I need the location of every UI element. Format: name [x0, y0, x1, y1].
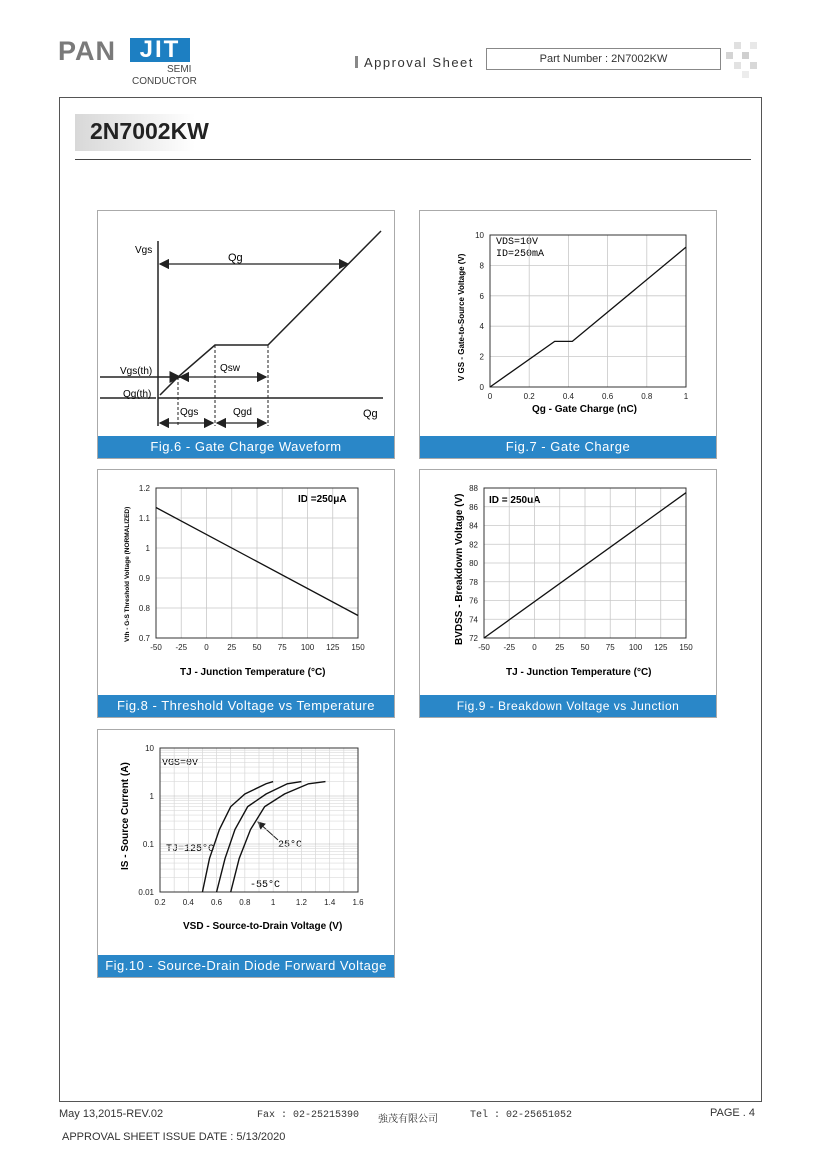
x-tick-label: 75	[277, 643, 287, 652]
fig6-gate-charge-waveform	[98, 211, 394, 436]
x-tick-label: -50	[478, 643, 490, 652]
fig6-qgs-label: Qgs	[180, 407, 199, 418]
y-tick-label: 82	[469, 540, 478, 550]
x-tick-label: 0	[487, 392, 493, 401]
y-tick-label: 0.9	[138, 574, 150, 583]
fig7-xlabel: Qg - Gate Charge (nC)	[532, 404, 638, 415]
part-number-box: Part Number : 2N7002KW	[486, 48, 721, 70]
x-tick-label: 1.4	[324, 898, 336, 907]
y-tick-label: 88	[469, 484, 478, 493]
series-line	[490, 247, 686, 387]
fig10-diode-chart	[98, 730, 394, 955]
logo-subtitle: SEMI	[167, 64, 192, 75]
page-title: 2N7002KW	[90, 118, 209, 144]
logo-subtitle-2: CONDUCTOR	[132, 76, 197, 87]
y-tick-label: 0	[479, 383, 484, 392]
x-tick-label: 1	[270, 898, 276, 907]
y-tick-label: 0.1	[142, 840, 154, 849]
y-tick-label: 84	[469, 521, 478, 531]
fig7-caption: Fig.7 - Gate Charge	[420, 436, 716, 458]
x-tick-label: 1.2	[295, 898, 307, 907]
logo-text: PAN	[58, 36, 117, 66]
footer-tel: Tel : 02-25651052	[470, 1110, 573, 1121]
y-tick-label: 86	[469, 502, 478, 512]
y-tick-label: 10	[475, 231, 484, 240]
footer-company: 強茂有限公司	[378, 1114, 438, 1125]
fig10-annot-m55c: -55°C	[250, 880, 281, 891]
y-tick-label: 80	[469, 559, 478, 568]
x-tick-label: 0.2	[523, 392, 535, 401]
fig7-annot-id: ID=250mA	[496, 249, 545, 260]
fig8-threshold-chart	[98, 470, 394, 695]
x-tick-label: 0.4	[182, 898, 194, 907]
fig6-vgs-label: Vgs	[135, 245, 153, 256]
y-tick-label: 76	[469, 596, 478, 606]
x-tick-label: 0.8	[641, 392, 653, 401]
y-tick-label: 6	[479, 291, 484, 301]
y-tick-label: 1	[149, 792, 154, 801]
x-tick-label: 50	[580, 643, 590, 652]
fig6-qg-axis-label: Qg	[363, 408, 378, 420]
fig6-qgd-label: Qgd	[233, 407, 252, 418]
x-tick-label: 150	[679, 643, 693, 652]
x-tick-label: 125	[326, 643, 340, 652]
fig6-qgth-label: Qg(th)	[123, 389, 152, 400]
fig8-annot: ID =250μA	[298, 494, 347, 505]
x-tick-label: 0.2	[154, 898, 166, 907]
footer-issue-date: APPROVAL SHEET ISSUE DATE : 5/13/2020	[62, 1131, 286, 1143]
footer-date-rev: May 13,2015-REV.02	[59, 1108, 164, 1120]
y-tick-label: 0.7	[138, 634, 150, 643]
fig8-caption: Fig.8 - Threshold Voltage vs Temperature	[98, 695, 394, 717]
fig9-caption: Fig.9 - Breakdown Voltage vs Junction Temperature	[420, 695, 716, 717]
fig7-panel	[419, 210, 717, 459]
x-tick-label: 1	[683, 392, 689, 401]
fig9-annot: ID = 250uA	[489, 495, 541, 506]
fig6-caption: Fig.6 - Gate Charge Waveform	[98, 436, 394, 458]
fig9-breakdown-chart	[420, 470, 716, 695]
decorative-squares-icon	[724, 40, 764, 80]
fig8-ylabel: Vth - G-S Threshold Voltage (NORMALIZED)	[124, 506, 131, 642]
fig7-gate-charge-chart	[420, 211, 716, 436]
y-tick-label: 8	[479, 261, 484, 271]
x-tick-label: 0.8	[239, 898, 251, 907]
fig10-annot-25c: 25°C	[278, 840, 303, 851]
fig10-caption: Fig.10 - Source-Drain Diode Forward Voltage	[98, 955, 394, 977]
footer-page: PAGE . 4	[710, 1107, 756, 1119]
fig6-qsw-label: Qsw	[220, 363, 240, 374]
y-tick-label: 2	[479, 352, 484, 362]
footer-fax: Fax : 02-25215390	[257, 1110, 360, 1121]
x-tick-label: -25	[503, 643, 516, 652]
fig10-ylabel: IS - Source Current (A)	[120, 762, 131, 870]
y-tick-label: 1.2	[138, 484, 150, 493]
x-tick-label: 0	[204, 643, 209, 652]
y-tick-label: 72	[469, 634, 478, 643]
fig7-ylabel: V GS - Gate-to-Source Voltage (V)	[457, 253, 466, 381]
y-tick-label: 0.8	[138, 604, 150, 613]
fig8-panel	[97, 469, 395, 718]
x-tick-label: 50	[252, 643, 262, 652]
fig9-panel	[419, 469, 717, 735]
x-tick-label: -50	[150, 643, 162, 652]
x-tick-label: 100	[300, 643, 315, 652]
fig10-annot-125c: TJ=125°C	[166, 844, 215, 855]
logo-accent: JIT	[130, 38, 190, 62]
y-tick-label: 1	[145, 544, 150, 553]
fig9-xlabel: TJ - Junction Temperature (°C)	[506, 667, 652, 678]
y-tick-label: 74	[469, 615, 478, 625]
company-logo	[58, 36, 208, 86]
x-tick-label: 0.6	[211, 898, 223, 907]
x-tick-label: 25	[227, 643, 237, 652]
x-tick-label: 75	[605, 643, 615, 652]
fig8-xlabel: TJ - Junction Temperature (°C)	[180, 667, 326, 678]
x-tick-label: -25	[175, 643, 188, 652]
x-tick-label: 0	[532, 643, 537, 652]
y-tick-label: 78	[469, 577, 478, 587]
x-tick-label: 1.6	[352, 898, 364, 907]
y-tick-label: 0.01	[138, 888, 154, 897]
x-tick-label: 25	[555, 643, 565, 652]
fig6-vgsth-label: Vgs(th)	[120, 366, 153, 377]
x-tick-label: 0.4	[562, 392, 574, 401]
fig10-annot-vgs: VGS=0V	[162, 758, 199, 769]
x-tick-label: 0.6	[602, 392, 614, 401]
approval-sheet-label: Approval Sheet	[355, 55, 474, 70]
x-tick-label: 150	[351, 643, 365, 652]
x-tick-label: 100	[628, 643, 643, 652]
y-tick-label: 10	[145, 744, 154, 753]
x-tick-label: 125	[654, 643, 668, 652]
fig10-panel	[97, 729, 395, 978]
fig6-panel	[97, 210, 395, 459]
fig7-annot-vds: VDS=10V	[496, 237, 539, 248]
y-tick-label: 1.1	[138, 514, 150, 523]
y-tick-label: 4	[479, 322, 484, 332]
fig9-ylabel: BVDSS - Breakdown Voltage (V)	[454, 493, 465, 645]
title-divider	[75, 159, 751, 160]
fig10-xlabel: VSD - Source-to-Drain Voltage (V)	[183, 921, 343, 932]
fig6-qg-label: Qg	[228, 252, 243, 264]
